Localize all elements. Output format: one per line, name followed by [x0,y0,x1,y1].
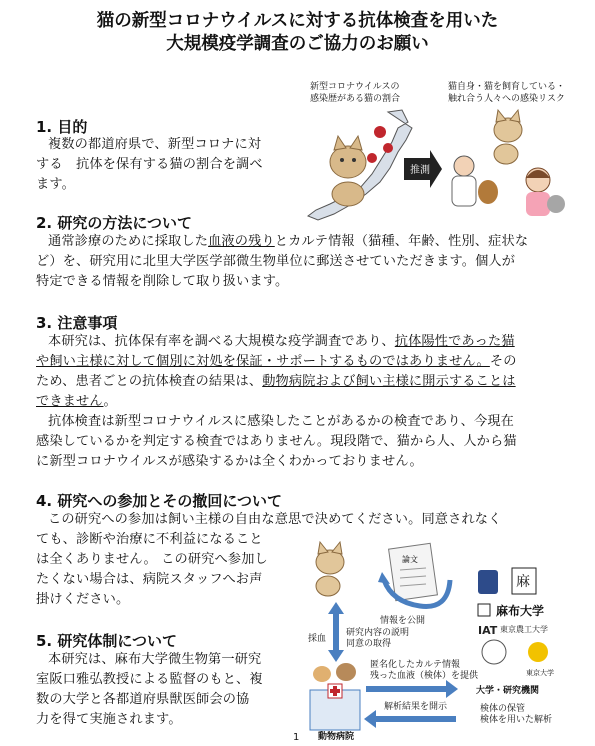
cat-icon [316,542,344,596]
info-publish-label: 情報を公開 [380,616,426,626]
explain-label-1: 研究内容の説明 [346,628,410,638]
storage-label-1: 検体の保管 [480,704,526,714]
tokyo-univ-logo-icon [482,640,548,664]
section2-line1: 通常診療のために採取した血液の残りとカルテ情報（猫種、年齢、性別、症状な [48,234,529,249]
tuat-label: 東京農工大学 [500,625,548,634]
tokyo-univ-label: 東京大学 [526,669,554,677]
page-number: 1 [293,732,300,743]
section3-line2: や飼い主様に対して個別に対処を保証・サポートするものではありません。その [36,354,517,369]
virus-icon [374,126,386,138]
section2-line: 特定できる情報を削除して取り扱います。 [36,274,289,289]
document-label: 論文 [402,555,418,564]
title-line-1: 猫の新型コロナウイルスに対する抗体検査を用いた [96,11,499,31]
univ-institution-label: 大学・研究機関 [476,686,540,696]
figure-research-flow [300,540,590,740]
up-down-arrow-icon [328,602,344,662]
section1-line: する 抗体を保有する猫の割合を調べ [36,157,263,172]
figure1-illustration [300,70,590,230]
blood-collection-label: 採血 [308,634,327,644]
section4-line: この研究への参加は飼い主様の自由な意思で決めてください。同意されなく [48,512,502,527]
explain-label-2: 同意の取得 [346,639,392,649]
section3-line4: できません。 [36,394,117,409]
azabu-logo-icon [478,604,490,616]
figure1-label-right-1: 猫自身・猫を飼育している・ [448,82,566,92]
section4-line: たくない場合は、病院スタッフへお声 [36,572,263,587]
section5-heading: 5. 研究体制について [36,632,178,650]
infer-arrow-icon [404,150,442,188]
section1-line: 複数の都道府県で、新型コロナに対 [48,137,262,152]
send-label-1: 匿名化したカルテ情報 [370,660,461,670]
section3-line1: 本研究は、抗体保有率を調べる大規模な疫学調査であり、抗体陽性であった猫 [48,334,515,349]
section5-line: 本研究は、麻布大学微生物第一研究 [48,652,262,667]
section5-line: 室阪口雅弘教授による監督のもと、複 [36,672,263,687]
section3-p2-line: 感染しているかを判定する検査ではありません。現段階で、猫から人、人から猫 [36,434,517,449]
section5-line: 力を得て実施されます。 [36,712,182,727]
virus-icon [367,153,377,163]
send-arrow-icon [366,680,458,698]
svg-text:IAT: IAT [478,624,498,637]
section3-p2-line: 抗体検査は新型コロナウイルスに感染したことがあるかの検査であり、今現在 [48,414,515,429]
figure1-label-left-1: 新型コロナウイルスの [310,82,400,92]
figure-infection-risk [300,70,590,230]
cat-icon [494,110,522,164]
cat-icon [330,136,366,206]
section1-line: ます。 [36,177,75,192]
azabu-univ-label: 麻布大学 [496,604,545,618]
figure1-label-right-2: 触れ合う人々への感染リスク [448,94,565,104]
section3-p2-line: に新型コロナウイルスが感染するかは全くわかっておりません。 [36,454,423,469]
infer-arrow-label: 推測 [410,165,430,176]
section2-heading: 2. 研究の方法について [36,214,193,232]
storage-label-2: 検体を用いた解析 [480,715,553,725]
girl-with-cat-icon [526,168,565,216]
section4-line: ても、診断や治療に不利益になること [36,532,263,547]
section3-heading: 3. 注意事項 [36,314,118,332]
section2-line: ど）を、研究用に北里大学医学部微生物単位に郵送させていただきます。個人が [36,254,516,269]
section3-line3: ため、患者ごとの抗体検査の結果は、動物病院および飼い主様に開示することは [36,374,516,389]
hospital-icon [310,663,360,730]
figure1-label-left-2: 感染歴がある猫の割合 [310,94,401,104]
veterinarian-icon [452,156,498,206]
virus-icon [383,143,393,153]
section5-line: 数の大学と各都道府県獣医師会の協 [36,692,250,707]
paper-document-icon [389,543,438,600]
tuat-logo-icon [478,624,498,637]
section4-heading: 4. 研究への参加とその撤回について [36,492,283,510]
result-label: 解析結果を開示 [384,702,448,712]
send-label-2: 残った血液（検体）を提供 [370,671,479,681]
section4-line: は全くありません。 この研究へ参加し [36,552,268,567]
section1-heading: 1. 目的 [36,118,88,136]
university-logo-icon [478,568,536,594]
hospital-label: 動物病院 [318,732,355,742]
svg-text:麻: 麻 [516,574,530,590]
title-line-2: 大規模疫学調査のご協力のお願い [166,34,429,54]
section4-line: 掛けください。 [36,592,130,607]
